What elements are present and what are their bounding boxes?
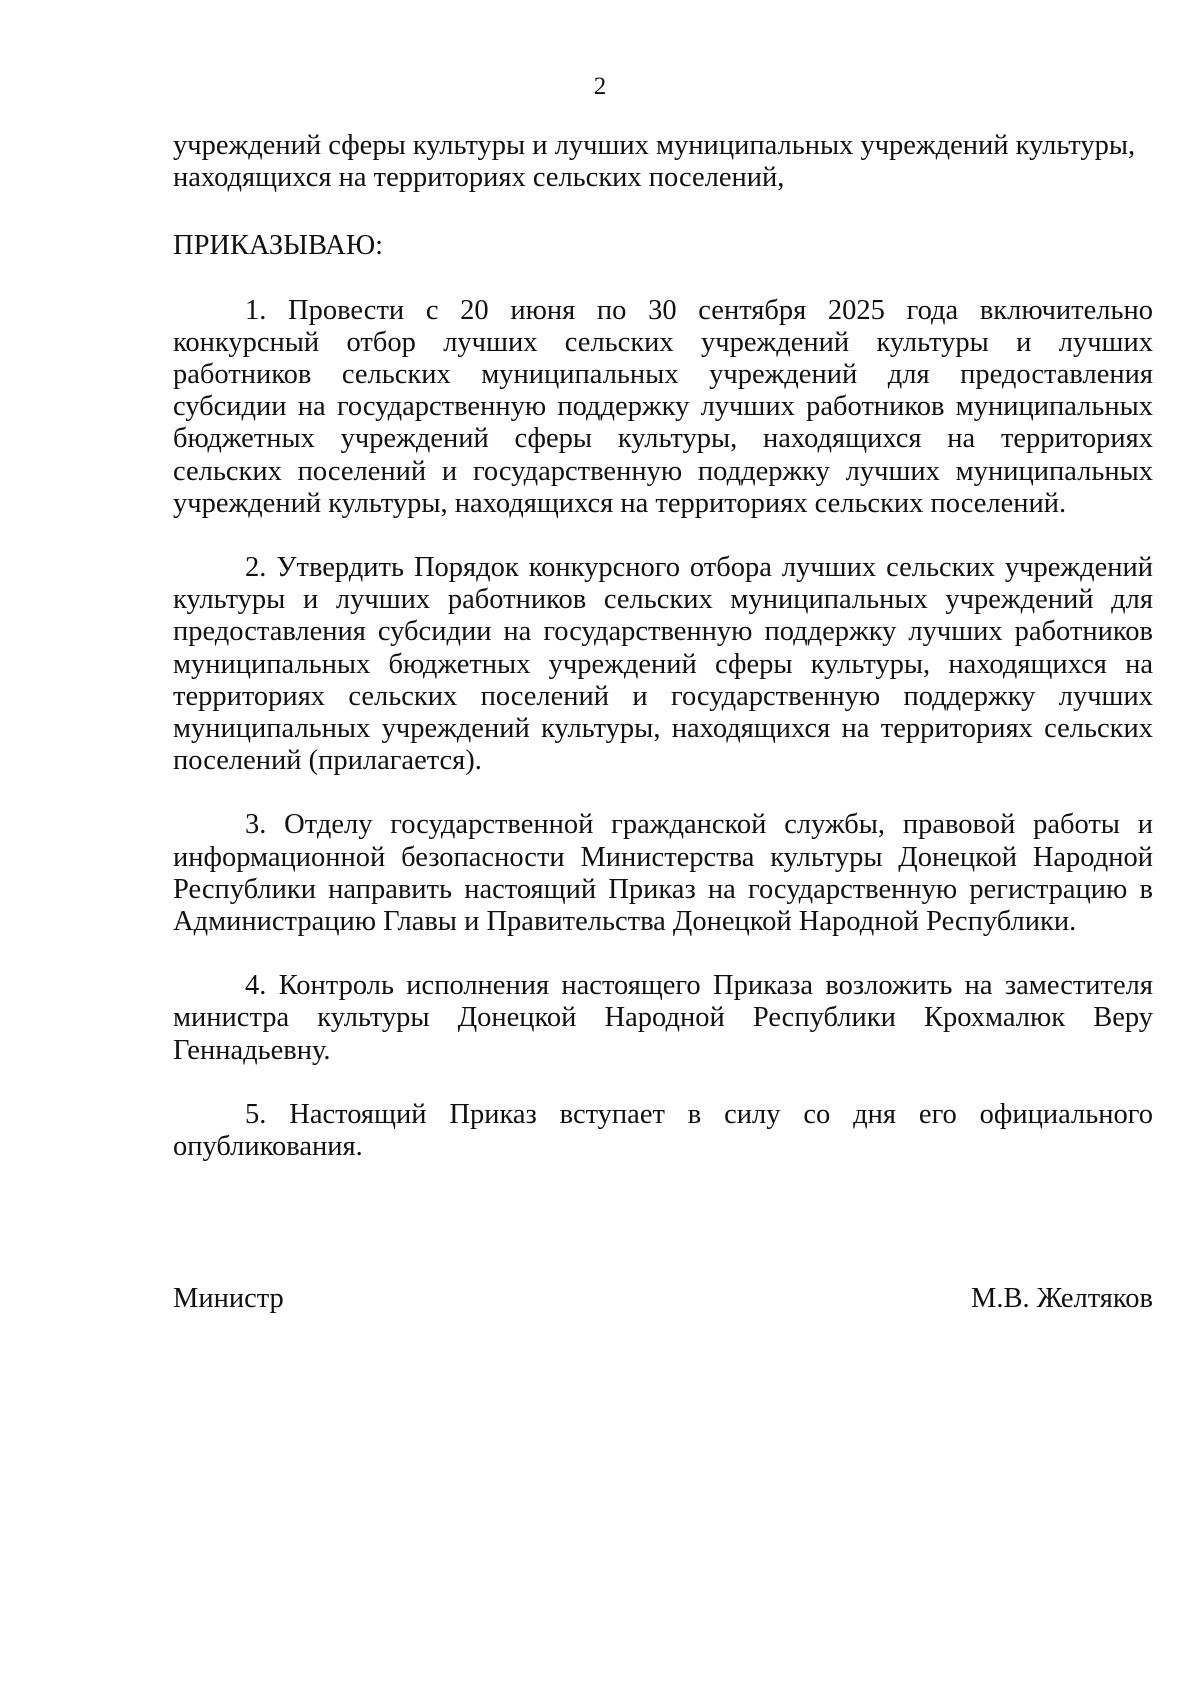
order-item-3: 3. Отделу государственной гражданской службы, правовой работы и информационной безопасности Министерства культуры Донецкой Народной Республики направить настоящий Приказ на государственную регистрацию в Администрацию Главы и Правительства Донецкой Народной Республики. xyxy=(173,809,1153,938)
order-heading: ПРИКАЗЫВАЮ: xyxy=(173,230,384,262)
order-item-1: 1. Провести с 20 июня по 30 сентября 2025 года включительно конкурсный отбор лучших сельских учреждений культуры и лучших работников сельских муниципальных учреждений для предоставления субсидии на государственную поддержку лучших работников муниципальных бюджетных учреждений сферы культуры, находящихся на территориях сельских поселений и государственную поддержку лучших муниципальных учреждений культуры, находящихся на территориях сельских поселений. xyxy=(173,294,1153,519)
intro-paragraph-line-1: учреждений сферы культуры и лучших муниципальных учреждений культуры, xyxy=(173,130,1136,161)
page-number: 2 xyxy=(593,73,607,100)
signature-block xyxy=(173,1282,1153,1316)
signatory-title: Министр xyxy=(173,1283,284,1314)
signatory-name: М.В. Желтяков xyxy=(971,1283,1153,1314)
document-body xyxy=(173,130,1153,1163)
intro-paragraph-line-2: находящихся на территориях сельских поселений, xyxy=(173,162,785,194)
order-item-2: 2. Утвердить Порядок конкурсного отбора лучших сельских учреждений культуры и лучших работников сельских муниципальных учреждений для предоставления субсидии на государственную поддержку лучших работников муниципальных бюджетных учреждений сферы культуры, находящихся на территориях сельских поселений и государственную поддержку лучших муниципальных учреждений культуры, находящихся на территориях сельских поселений (прилагается). xyxy=(173,552,1153,777)
order-item-4: 4. Контроль исполнения настоящего Приказа возложить на заместителя министра культуры Донецкой Народной Республики Крохмалюк Веру Геннадьевну. xyxy=(173,970,1153,1066)
order-item-5: 5. Настоящий Приказ вступает в силу со дня его официального опубликования. xyxy=(173,1098,1153,1163)
